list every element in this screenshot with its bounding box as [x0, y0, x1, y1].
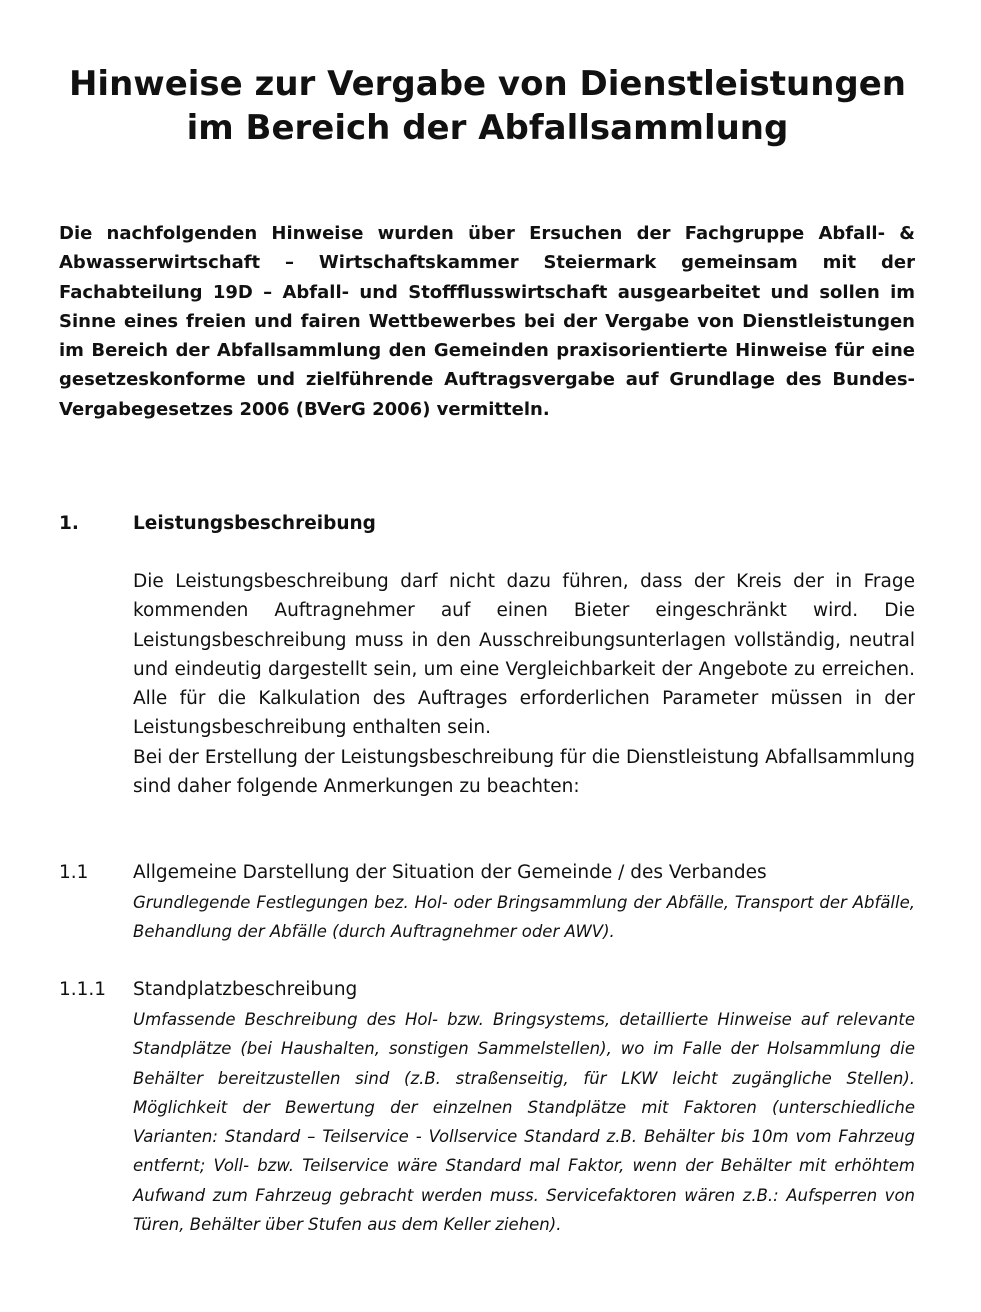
section-1-1-text: Grundlegende Festlegungen bez. Hol- oder Bringsammlung der Abfälle, Transport der Abfälle, Behandlung der Abfälle (durch Auftragnehmer oder AWV). [133, 893, 915, 942]
intro-paragraph: Die nachfolgenden Hinweise wurden über Ersuchen der Fachgruppe Abfall- & Abwasserwirtschaft – Wirtschaftskammer Steiermark gemeinsam mit der Fachabteilung 19D – Abfall- und Stoffflusswirtschaft ausgearbeitet und sollen im Sinne eines freien und fairen Wettbewerbes bei der Vergabe von Dienstleistungen im Bereich der Abfallsammlung den Gemeinden praxisorientierte Hinweise für eine gesetzeskonforme und zielführende Auftragsvergabe auf Grundlage des Bundes-Vergabegesetzes 2006 (BVerG 2006) vermitteln. [59, 223, 915, 420]
section-1-number: 1. [59, 513, 79, 534]
section-1-heading: Leistungsbeschreibung [133, 513, 376, 534]
section-1-1-number: 1.1 [59, 862, 89, 883]
section-1-body [133, 567, 915, 801]
section-1-paragraph-1: Die Leistungsbeschreibung darf nicht dazu führen, dass der Kreis der in Frage kommenden Auftragnehmer auf einen Bieter eingeschränkt wird. Die Leistungsbeschreibung muss in den Ausschreibungsunterlagen vollständig, neutral und eindeutig dargestellt sein, um eine Vergleichbarkeit der Angebote zu erreichen. Alle für die Kalkulation des Auftrages erforderlichen Parameter müssen in der Leistungsbeschreibung enthalten sein. [133, 571, 915, 739]
section-1-1-heading: Allgemeine Darstellung der Situation der Gemeinde / des Verbandes [133, 862, 767, 883]
title-line-2: im Bereich der Abfallsammlung [186, 108, 789, 148]
document-title [40, 62, 935, 150]
section-1-1-1-heading: Standplatzbeschreibung [133, 979, 358, 1000]
title-line-1: Hinweise zur Vergabe von Dienstleistungen [68, 64, 907, 104]
section-1-paragraph-2: Bei der Erstellung der Leistungsbeschreibung für die Dienstleistung Abfallsammlung sind daher folgende Anmerkungen zu beachten: [133, 746, 915, 798]
section-1-1-1-number: 1.1.1 [59, 979, 107, 1000]
section-1-1-1-text: Umfassende Beschreibung des Hol- bzw. Bringsystems, detaillierte Hinweise auf relevante Standplätze (bei Haushalten, sonstigen Sammelstellen), wo im Falle der Holsammlung die Behälter bereitzustellen sind (z.B. straßenseitig, für LKW leicht zugängliche Stellen). Möglichkeit der Bewertung der einzelnen Standplätze mit Faktoren (unterschiedliche Varianten: Standard – Teilservice - Vollservice Standard z.B. Behälter bis 10m vom Fahrzeug entfernt; Voll- bzw. Teilservice wäre Standard mal Faktor, wenn der Behälter mit erhöhtem Aufwand zum Fahrzeug gebracht werden muss. Servicefaktoren wären z.B.: Aufsperren von Türen, Behälter über Stufen aus dem Keller ziehen). [133, 1010, 915, 1235]
